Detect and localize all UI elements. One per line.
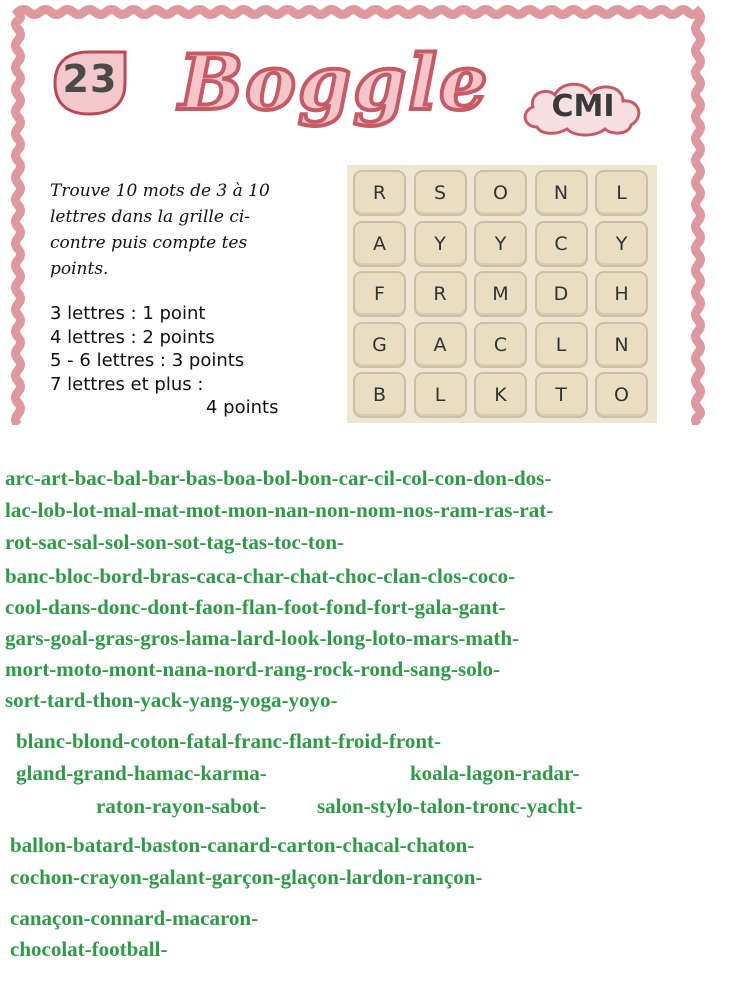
word-line: raton-rayon-sabot- <box>96 794 267 818</box>
instruction-line: Trouve 10 mots de 3 à 10 <box>50 181 270 201</box>
page-title <box>179 38 489 138</box>
grid-cell: F <box>353 271 406 317</box>
grid-cell: L <box>535 322 588 368</box>
card-number-badge <box>49 47 131 119</box>
word-line: gland-grand-hamac-karma- <box>16 761 267 785</box>
grid-cell: Y <box>414 221 467 267</box>
score-rule: 4 lettres : 2 points <box>50 326 215 348</box>
word-line: canaçon-connard-macaron- <box>10 906 259 930</box>
grid-cell: S <box>414 170 467 216</box>
level-label: CMI <box>551 89 615 124</box>
word-line: sort-tard-thon-yack-yang-yoga-yoyo- <box>5 688 338 712</box>
instruction-line: contre puis compte tes <box>50 233 248 253</box>
instructions <box>50 178 310 282</box>
grid-cell: T <box>535 372 588 418</box>
grid-cell: B <box>353 372 406 418</box>
word-line: koala-lagon-radar- <box>410 761 580 785</box>
word-line: cool-dans-donc-dont-faon-flan-foot-fond-fort-gala-gant- <box>5 595 506 619</box>
grid-cell: L <box>595 170 648 216</box>
five-letter-words-b <box>410 757 580 789</box>
grid-cell: R <box>353 170 406 216</box>
word-line: banc-bloc-bord-bras-caca-char-chat-choc-clan-clos-coco- <box>5 564 516 588</box>
scoring-rules <box>50 302 320 420</box>
three-letter-words <box>5 462 553 558</box>
score-rule: 5 - 6 lettres : 3 points <box>50 350 245 371</box>
word-line: blanc-blond-coton-fatal-franc-flant-froid-front- <box>16 729 442 753</box>
word-line: salon-stylo-talon-tronc-yacht- <box>317 794 583 818</box>
four-letter-words <box>5 561 519 716</box>
score-rule: 4 points <box>206 397 279 418</box>
word-line: cochon-crayon-galant-garçon-glaçon-lardon-rançon- <box>10 865 483 889</box>
grid-cell: N <box>535 170 588 216</box>
five-letter-words-d <box>317 790 583 822</box>
grid-cell: O <box>474 170 527 216</box>
score-rule: 7 lettres et plus : <box>50 373 204 395</box>
grid-cell: A <box>353 221 406 267</box>
card-number: 23 <box>62 57 118 101</box>
instruction-line: points. <box>50 259 109 279</box>
word-line: ballon-batard-baston-canard-carton-chacal-chaton- <box>10 833 475 857</box>
instruction-line: lettres dans la grille ci- <box>50 207 251 227</box>
grid-cell: G <box>353 322 406 368</box>
five-letter-words-c <box>96 790 266 822</box>
title-text: Boggle <box>179 38 490 127</box>
word-line: rot-sac-sal-sol-son-sot-tag-tas-toc-ton- <box>5 530 345 554</box>
six-letter-words <box>10 829 482 893</box>
word-line: lac-lob-lot-mal-mat-mot-mon-nan-non-nom-nos-ram-ras-rat- <box>5 498 554 522</box>
word-line: gars-goal-gras-gros-lama-lard-look-long-loto-mars-math- <box>5 626 520 650</box>
word-line: arc-art-bac-bal-bar-bas-boa-bol-bon-car-cil-col-con-don-dos- <box>5 466 552 490</box>
word-line: chocolat-football- <box>10 937 168 961</box>
score-rule: 3 lettres : 1 point <box>50 303 206 324</box>
long-words <box>10 903 258 965</box>
grid-cell: C <box>535 221 588 267</box>
grid-cell: A <box>414 322 467 368</box>
grid-cell: K <box>474 372 527 418</box>
grid-cell: H <box>595 271 648 317</box>
grid-cell: Y <box>474 221 527 267</box>
grid-cell: R <box>414 271 467 317</box>
grid-cell: L <box>414 372 467 418</box>
level-badge <box>519 77 647 139</box>
grid-cell: D <box>535 271 588 317</box>
grid-cell: M <box>474 271 527 317</box>
grid-cell: O <box>595 372 648 418</box>
grid-cell: N <box>595 322 648 368</box>
boggle-grid <box>347 165 657 423</box>
word-line: mort-moto-mont-nana-nord-rang-rock-rond-sang-solo- <box>5 657 501 681</box>
five-letter-words-a <box>16 725 441 789</box>
grid-cell: Y <box>595 221 648 267</box>
grid-cell: C <box>474 322 527 368</box>
